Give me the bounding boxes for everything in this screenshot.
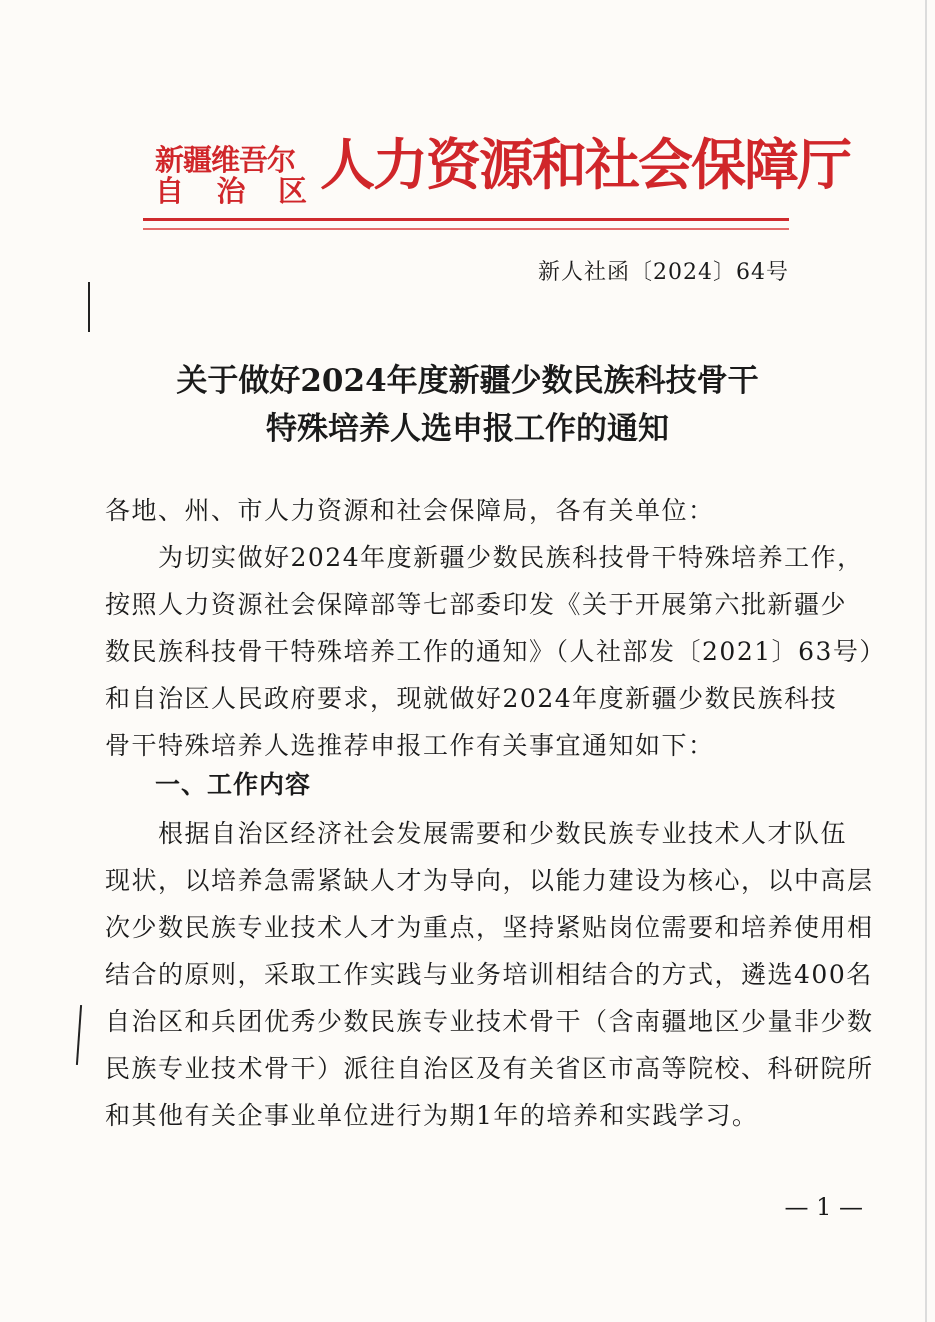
paragraph-line: 结合的原则，采取工作实践与业务培训相结合的方式，遴选400名 — [105, 960, 873, 989]
paragraph-line: 骨干特殊培养人选推荐申报工作有关事宜通知如下： — [105, 731, 715, 760]
salutation — [105, 487, 845, 534]
paragraph-line: 按照人力资源社会保障部等七部委印发《关于开展第六批新疆少 — [105, 590, 848, 619]
paragraph-line: 次少数民族专业技术人才为重点，坚持紧贴岗位需要和培养使用相 — [105, 913, 874, 942]
agency-name: 人力资源和社会保障厅 — [320, 132, 851, 197]
document-number: 新人社函〔2024〕64号 — [538, 260, 789, 285]
agency-region-char: 自 — [155, 174, 185, 208]
header-divider-secondary — [143, 228, 789, 230]
paragraph-line: 数民族科技骨干特殊培养工作的通知》（人社部发〔2021〕63号） — [105, 637, 886, 666]
paragraph-line: 自治区和兵团优秀少数民族专业技术骨干（含南疆地区少量非少数 — [105, 1007, 874, 1036]
paragraph-line: 民族专业技术骨干）派往自治区及有关省区市高等院校、科研院所 — [105, 1054, 874, 1083]
page-number: — 1 — — [784, 1193, 863, 1221]
agency-region-char: 治 — [216, 174, 246, 208]
section-heading: 一、工作内容 — [155, 770, 312, 799]
paragraph-line: 根据自治区经济社会发展需要和少数民族专业技术人才队伍 — [105, 819, 848, 848]
section1-paragraph — [105, 810, 874, 1139]
scan-edge-line — [925, 0, 927, 1322]
notice-title-line2: 特殊培养人选申报工作的通知 — [266, 411, 669, 447]
notice-title-line1: 关于做好2024年度新疆少数民族科技骨干 — [176, 363, 759, 399]
header-divider — [143, 218, 789, 221]
salutation-text: 各地、州、市人力资源和社会保障局，各有关单位： — [105, 496, 715, 525]
agency-region-line2 — [155, 175, 307, 207]
paragraph-line: 和其他有关企事业单位进行为期1年的培养和实践学习。 — [105, 1101, 759, 1130]
paragraph-line: 为切实做好2024年度新疆少数民族科技骨干特殊培养工作， — [105, 543, 864, 572]
margin-pen-mark — [88, 282, 90, 332]
margin-pen-mark — [76, 1005, 82, 1065]
paragraph-line: 现状，以培养急需紧缺人才为导向，以能力建设为核心，以中高层 — [105, 866, 874, 895]
paragraph-line: 和自治区人民政府要求，现就做好2024年度新疆少数民族科技 — [105, 684, 838, 713]
agency-region-line1: 新疆维吾尔 — [155, 143, 296, 177]
agency-region-block — [155, 145, 315, 207]
agency-region-char: 区 — [277, 174, 307, 208]
intro-paragraph — [105, 534, 886, 769]
